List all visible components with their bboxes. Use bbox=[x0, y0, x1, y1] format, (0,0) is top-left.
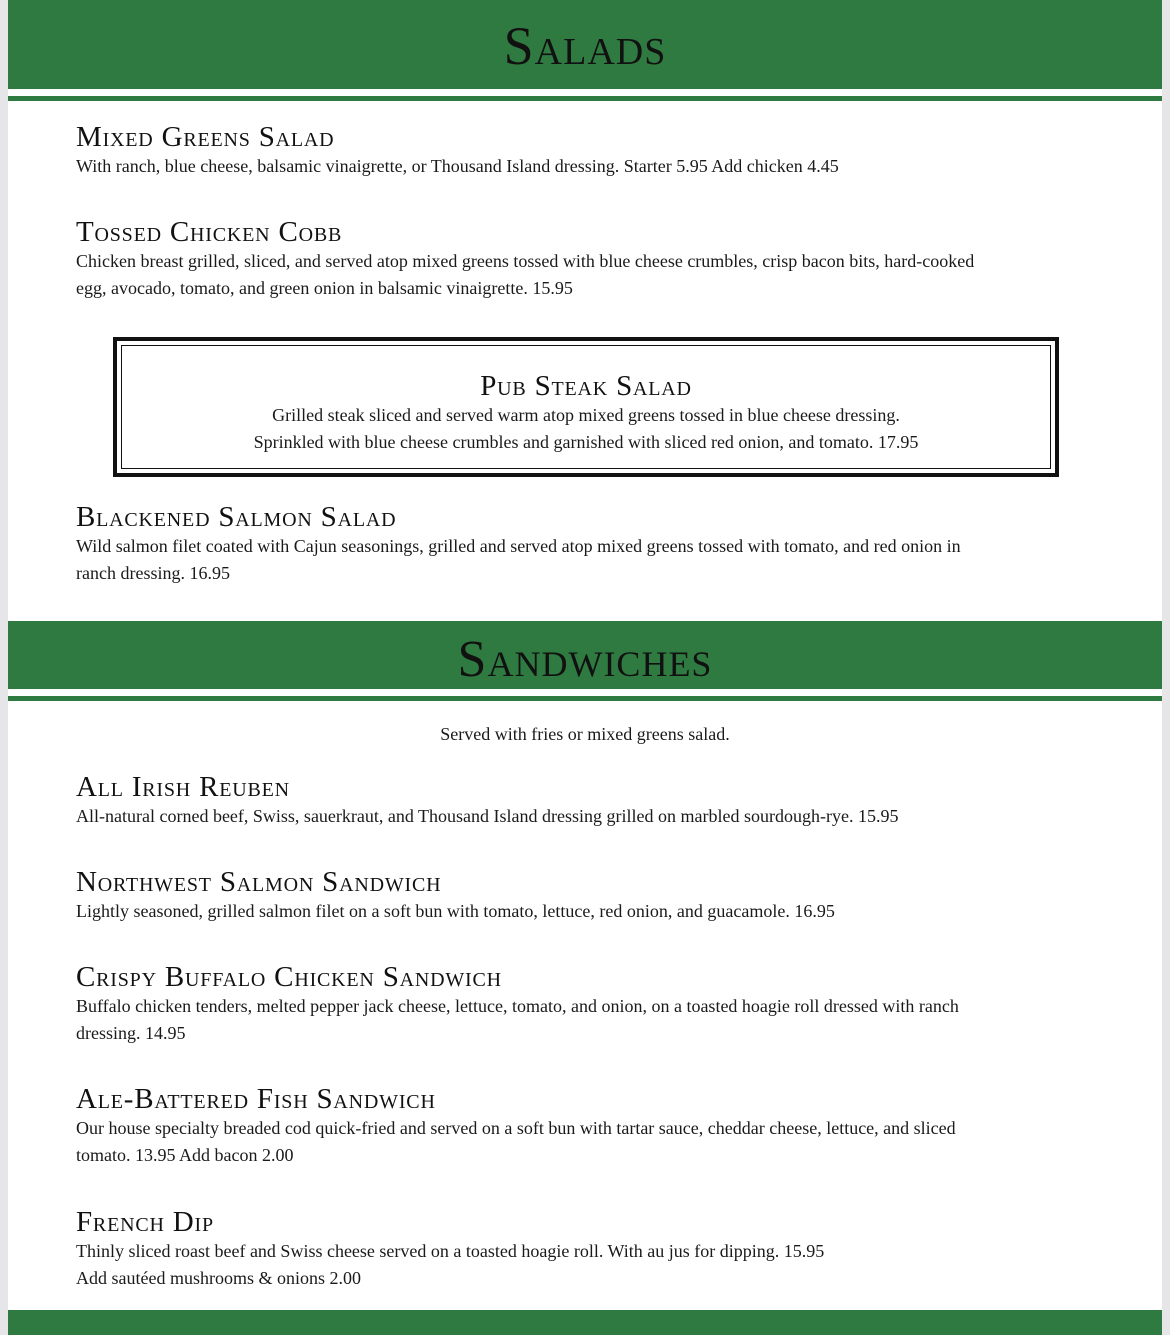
item-title: Mixed Greens Salad bbox=[76, 121, 335, 153]
item-description-line: Our house specialty breaded cod quick-fried and served on a soft bun with tartar sauce, cheddar cheese, lettuce, and sliced bbox=[76, 1118, 956, 1138]
menu-item-crispy-buffalo-chicken-sandwich bbox=[76, 961, 1096, 1047]
item-description-line: dressing. 14.95 bbox=[76, 1023, 186, 1043]
item-description-line: Chicken breast grilled, sliced, and served atop mixed greens tossed with blue cheese crumbles, crisp bacon bits, hard-cooked bbox=[76, 251, 975, 271]
menu-page bbox=[8, 0, 1162, 1335]
footer-band bbox=[8, 1310, 1162, 1335]
item-title: Northwest Salmon Sandwich bbox=[76, 866, 442, 898]
sandwiches-header-rule bbox=[8, 696, 1162, 701]
item-description-line: Buffalo chicken tenders, melted pepper jack cheese, lettuce, tomato, and onion, on a toasted hoagie roll dressed with ranch bbox=[76, 996, 959, 1016]
item-title: All Irish Reuben bbox=[76, 771, 290, 803]
item-title: Ale-Battered Fish Sandwich bbox=[76, 1083, 436, 1115]
featured-item-box bbox=[113, 337, 1059, 477]
item-description: Lightly seasoned, grilled salmon filet on a soft bun with tomato, lettuce, red onion, and guacamole. 16.95 bbox=[76, 901, 835, 921]
sandwiches-heading: Sandwiches bbox=[457, 631, 713, 688]
featured-item-description-line: Grilled steak sliced and served warm atop mixed greens tossed in blue cheese dressing. bbox=[272, 405, 900, 425]
menu-item-mixed-greens-salad bbox=[76, 121, 1096, 180]
item-description-line: Thinly sliced roast beef and Swiss cheese served on a toasted hoagie roll. With au jus for dipping. 15.95 bbox=[76, 1241, 825, 1261]
featured-item-description-line: Sprinkled with blue cheese crumbles and garnished with sliced red onion, and tomato. 17.95 bbox=[253, 432, 919, 452]
item-description-line: Wild salmon filet coated with Cajun seasonings, grilled and served atop mixed greens tossed with tomato, and red onion in bbox=[76, 536, 961, 556]
item-title: Crispy Buffalo Chicken Sandwich bbox=[76, 961, 502, 993]
item-title: French Dip bbox=[76, 1206, 214, 1238]
item-description: With ranch, blue cheese, balsamic vinaigrette, or Thousand Island dressing. Starter 5.95 Add chicken 4.45 bbox=[76, 156, 839, 176]
salads-header-rule bbox=[8, 96, 1162, 101]
item-description: All-natural corned beef, Swiss, sauerkraut, and Thousand Island dressing grilled on marbled sourdough-rye. 15.95 bbox=[76, 806, 899, 826]
item-description-line: Add sautéed mushrooms & onions 2.00 bbox=[76, 1268, 361, 1288]
item-title: Tossed Chicken Cobb bbox=[76, 216, 343, 248]
menu-item-tossed-chicken-cobb bbox=[76, 216, 1096, 302]
item-description-line: egg, avocado, tomato, and green onion in balsamic vinaigrette. 15.95 bbox=[76, 278, 573, 298]
menu-item-northwest-salmon-sandwich bbox=[76, 866, 1096, 925]
menu-item-french-dip bbox=[76, 1206, 1096, 1292]
menu-item-ale-battered-fish-sandwich bbox=[76, 1083, 1096, 1169]
menu-item-blackened-salmon-salad bbox=[76, 501, 1096, 587]
item-description-line: tomato. 13.95 Add bacon 2.00 bbox=[76, 1145, 294, 1165]
salads-heading: Salads bbox=[503, 16, 667, 76]
sandwiches-note: Served with fries or mixed greens salad. bbox=[440, 724, 730, 744]
featured-item-inner-border bbox=[121, 345, 1051, 469]
featured-item-title: Pub Steak Salad bbox=[480, 370, 692, 402]
item-description-line: ranch dressing. 16.95 bbox=[76, 563, 230, 583]
item-title: Blackened Salmon Salad bbox=[76, 501, 397, 533]
menu-item-all-irish-reuben bbox=[76, 771, 1096, 830]
